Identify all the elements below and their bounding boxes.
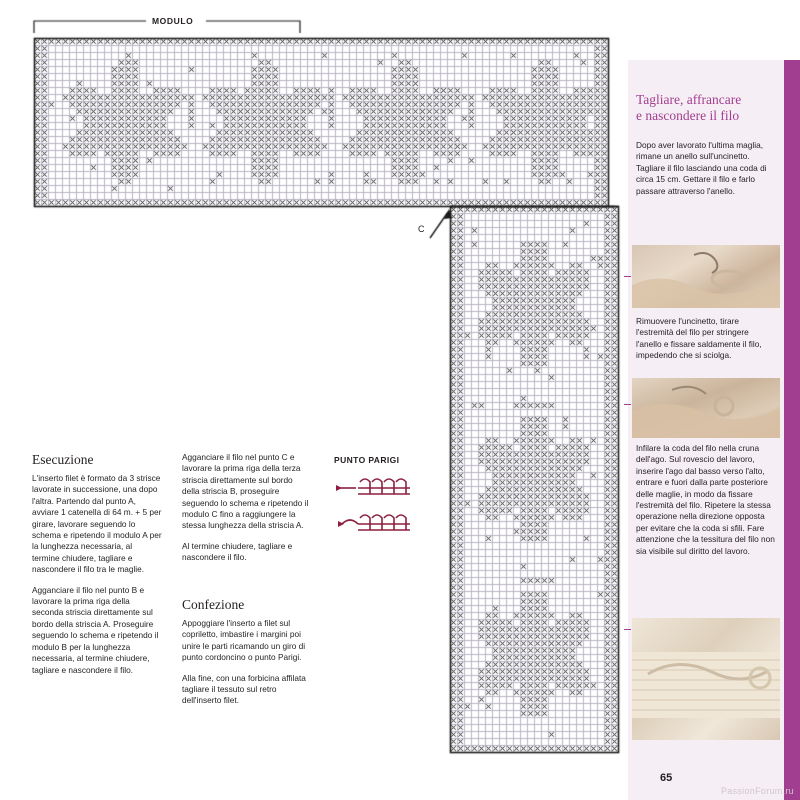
column-esecuzione <box>32 452 162 676</box>
paragraph-continued-2: Al termine chiudere, tagliare e nascondere il filo. <box>182 540 293 563</box>
paragraph-confezione-1: Appoggiare l'inserto a filet sul copriletto, imbastire i margini poi unire le parti ricamando un giro di punto cordoncino o punto Parigi. <box>182 618 306 663</box>
paragraph-continued-1: Agganciare il filo nel punto C e lavorare la prima riga della terza striscia direttamente sul bordo della striscia B, proseguire seguendo lo schema e ripetendo il modulo C fino a raggiungere la stessa lunghezza della striscia A. <box>182 452 309 531</box>
photo-crochet-hook-loop <box>632 245 780 308</box>
modulo-label: MODULO <box>152 16 194 26</box>
heading-esecuzione: Esecuzione <box>32 452 94 467</box>
column-confezione <box>182 597 312 707</box>
paragraph-esecuzione-1: L'inserto filet è formato da 3 strisce lavorate in successione, una dopo l'altra. Partendo dal punto A, avviare 1 catenella di 64 m. + 5 per girare, lavorare seguendo lo schema e ripetendo il modulo A per la lunghezza necessaria, al termine chiudere, tagliare e nascondere il filo tra le maglie. <box>32 473 162 575</box>
sidebar-step-3-text: Infilare la coda del filo nella cruna dell'ago. Sul rovescio del lavoro, inserire l'ago dal basso verso l'alto, entrare e fuori dalla parte posteriore delle maglie, in modo da fissare l'estremità del filo. Ripetere la stessa operazione nella direzione opposta per evitare che la coda si sfili. Fare attenzione che la tessitura del filo non sia visibile sul diritto del lavoro. <box>636 443 775 556</box>
heading-confezione: Confezione <box>182 597 245 612</box>
sidebar-title <box>636 92 776 124</box>
sidebar-title-line1: Tagliare, affrancare <box>636 92 742 107</box>
column-continued <box>182 452 312 564</box>
page-number: 65 <box>660 772 673 784</box>
photo-tighten-loop <box>632 378 780 438</box>
punto-parigi-title: PUNTO PARIGI <box>334 455 400 465</box>
sidebar-tick-1 <box>624 276 631 277</box>
paragraph-confezione-2: Alla fine, con una forbicina affilata tagliare il tessuto sul retro dell'inserto filet. <box>182 672 306 706</box>
sidebar-title-line2: e nascondere il filo <box>636 108 740 123</box>
sidebar-tick-2 <box>624 404 631 405</box>
punto-parigi-diagram <box>330 472 450 542</box>
sidebar-step-2-text: Rimuovere l'uncinetto, tirare l'estremità del filo per stringere l'anello e fissare saldamente il filo, impedendo che si sciolga. <box>636 316 762 361</box>
paragraph-esecuzione-2: Agganciare il filo nel punto B e lavorare la prima riga della seconda striscia direttamente sul bordo della striscia A. Proseguire seguendo lo schema e ripetendo il modulo B per la lunghezza necessaria, al termine chiudere, tagliare e nascondere il filo. <box>32 584 159 675</box>
sidebar-accent-edge <box>784 60 800 800</box>
sidebar-step-1-text: Dopo aver lavorato l'ultima maglia, rimane un anello sull'uncinetto. Tagliare il filo lasciando una coda di circa 15 cm. Gettare il filo e farlo passare attraverso l'anello. <box>636 140 767 196</box>
point-c-label: C <box>418 224 425 234</box>
sidebar-tick-3 <box>624 629 631 630</box>
photo-finished-fabric <box>632 618 780 740</box>
watermark: PassionForum.ru <box>720 786 794 796</box>
